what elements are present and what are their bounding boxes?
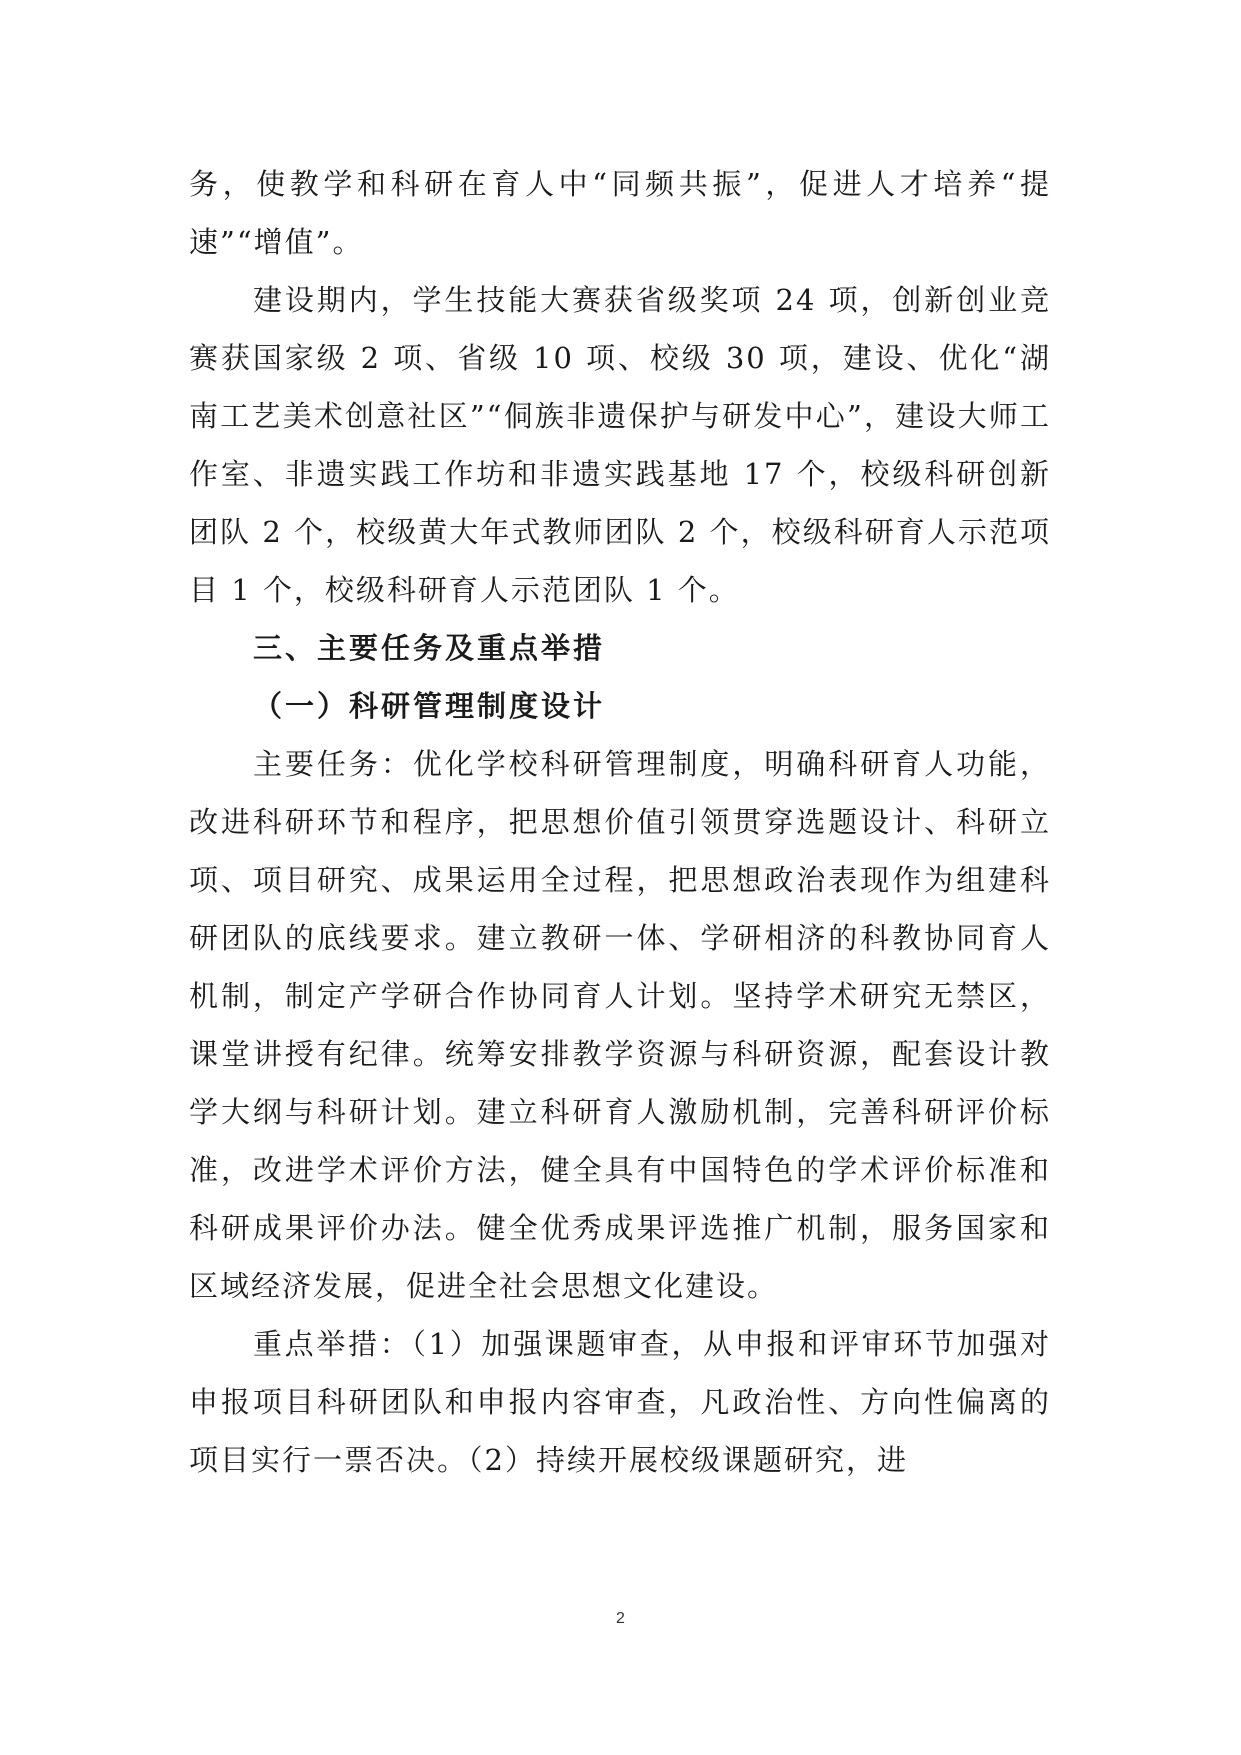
subsection-heading: （一）科研管理制度设计 <box>253 689 606 723</box>
section-heading: 三、主要任务及重点举措 <box>253 631 606 665</box>
key-measures-paragraph: 重点举措：（1）加强课题审查，从申报和评审环节加强对申报项目科研团队和申报内容审查，凡政治性、方向性偏离的项目实行一票否决。（2）持续开展校级课题研究，进 <box>189 1327 1051 1477</box>
main-tasks-paragraph: 主要任务：优化学校科研管理制度，明确科研育人功能，改进科研环节和程序，把思想价值引领贯穿选题设计、科研立项、项目研究、成果运用全过程，把思想政治表现作为组建科研团队的底线要求。建立教研一体、学研相济的科教协同育人机制，制定产学研合作协同育人计划。坚持学术研究无禁区，课堂讲授有纪律。统筹安排教学资源与科研资源，配套设计教学大纲与科研计划。建立科研育人激励机制，完善科研评价标准，改进学术评价方法，健全具有中国特色的学术评价标准和科研成果评价办法。健全优秀成果评选推广机制，服务国家和区域经济发展，促进全社会思想文化建设。 <box>189 747 1051 1303</box>
continued-paragraph: 务，使教学和科研在育人中“同频共振”，促进人才培养“提速”“增值”。 <box>189 167 1051 259</box>
document-body <box>189 155 1051 1489</box>
page-number: 2 <box>616 1610 625 1627</box>
achievements-paragraph: 建设期内，学生技能大赛获省级奖项 24 项，创新创业竞赛获国家级 2 项、省级 10 项、校级 30 项，建设、优化“湖南工艺美术创意社区”“侗族非遗保护与研发中心”，建设大师工作室、非遗实践工作坊和非遗实践基地 17 个，校级科研创新团队 2 个，校级黄大年式教师团队 2 个，校级科研育人示范项目 1 个，校级科研育人示范团队 1 个。 <box>189 283 1051 607</box>
